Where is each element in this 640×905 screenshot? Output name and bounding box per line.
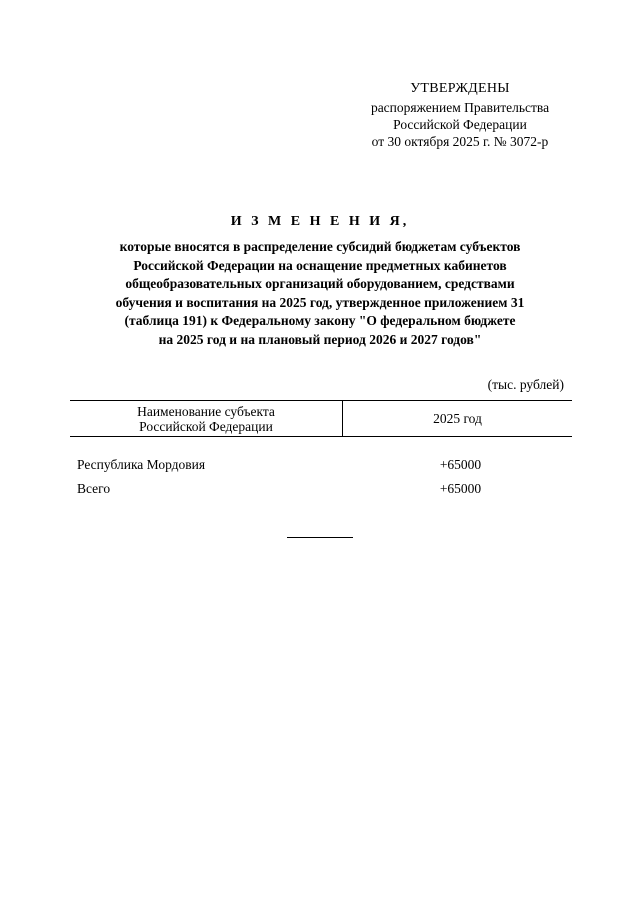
row-total-label: Всего <box>77 481 111 496</box>
subtitle-line-6: на 2025 год и на плановый период 2026 и 2027 годов" <box>158 331 482 347</box>
approval-line-2: Российской Федерации <box>393 117 527 132</box>
table-row <box>70 456 572 480</box>
closing-divider <box>287 537 353 538</box>
table-header <box>70 400 572 437</box>
document-title: И З М Е Н Е Н И Я, <box>230 214 410 229</box>
header-subject-line-2: Российской Федерации <box>139 419 273 434</box>
row-subject-name: Республика Мордовия <box>77 457 206 472</box>
subtitle-line-4: обучения и воспитания на 2025 год, утвержденное приложением 31 <box>115 294 525 310</box>
approval-block <box>330 80 590 150</box>
subtitle-line-2: Российской Федерации на оснащение предметных кабинетов <box>133 257 507 273</box>
header-subject-line-1: Наименование субъекта <box>137 404 275 419</box>
approval-line-3: от 30 октября 2025 г. № 3072-р <box>371 134 549 149</box>
subtitle-line-3: общеобразовательных организаций оборудованием, средствами <box>125 276 515 291</box>
header-subject-name <box>70 401 343 436</box>
table-body <box>70 456 572 504</box>
row-total-value: +65000 <box>439 481 482 496</box>
subsidy-table <box>70 400 572 504</box>
approval-heading: УТВЕРЖДЕНЫ <box>410 81 510 96</box>
unit-label: (тыс. рублей) <box>487 377 564 392</box>
header-year: 2025 год <box>433 411 482 426</box>
subtitle-line-1: которые вносятся в распределение субсидий бюджетам субъектов <box>119 239 521 254</box>
document-subtitle <box>70 238 570 349</box>
subtitle-line-5: (таблица 191) к Федеральному закону "О федеральном бюджете <box>124 313 516 328</box>
row-value: +65000 <box>439 457 482 472</box>
table-row-total <box>70 480 572 504</box>
approval-line-1: распоряжением Правительства <box>370 100 550 115</box>
